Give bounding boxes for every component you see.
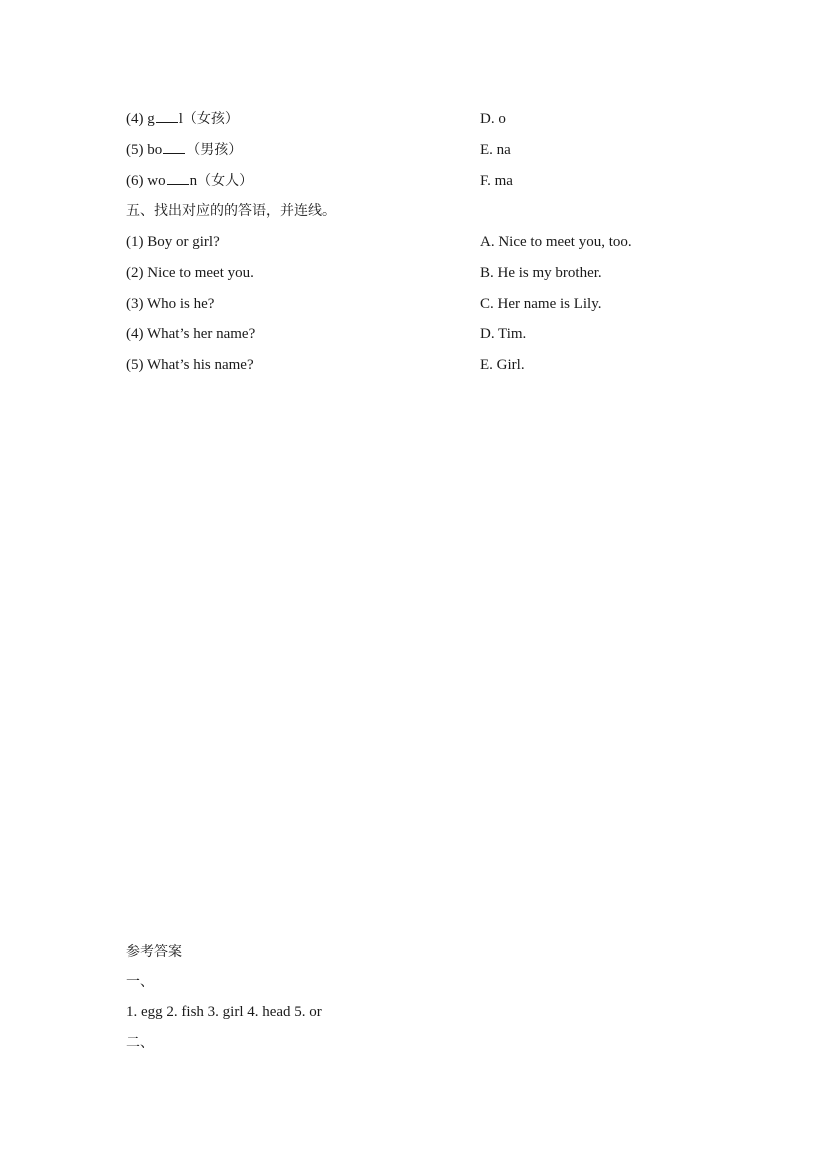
section-5-item-2 [126, 262, 686, 284]
fill-blank[interactable] [167, 170, 189, 185]
question-text: (4) What’s her name? [126, 326, 256, 342]
item-prefix: (5) bo [126, 142, 163, 158]
question-text: (3) Who is he? [126, 296, 215, 312]
section-5-item-5 [126, 354, 686, 376]
question-text: (1) Boy or girl? [126, 234, 220, 250]
answer-text: E. Girl. [480, 357, 525, 373]
match-item-5 [126, 139, 686, 161]
item-suffix: n [189, 173, 198, 189]
answer-text: C. Her name is Lily. [480, 296, 602, 312]
answer-part-1-text: 1. egg 2. fish 3. girl 4. head 5. or [126, 1004, 322, 1020]
match-item-6 [126, 170, 686, 192]
item-gloss: （男孩） [186, 142, 243, 158]
match-option: E. na [480, 142, 511, 158]
question-text: (2) Nice to meet you. [126, 265, 254, 281]
section-5-title: 五、找出对应的的答语，并连线。 [126, 203, 336, 219]
answer-text: B. He is my brother. [480, 265, 602, 281]
fill-blank[interactable] [156, 108, 178, 123]
answer-text: A. Nice to meet you, too. [480, 234, 632, 250]
answer-part-2-label: 二、 [126, 1035, 154, 1051]
answer-part-1-label: 一、 [126, 974, 154, 990]
item-prefix: (4) g [126, 111, 155, 127]
answer-key-title: 参考答案 [126, 944, 182, 960]
section-5-item-1 [126, 231, 686, 253]
item-gloss: （女人） [197, 173, 254, 189]
answer-text: D. Tim. [480, 326, 527, 342]
item-gloss: （女孩） [182, 111, 239, 127]
question-text: (5) What’s his name? [126, 357, 254, 373]
item-prefix: (6) wo [126, 173, 166, 189]
section-5-item-4 [126, 323, 686, 345]
item-suffix: l [178, 111, 183, 127]
fill-blank[interactable] [163, 139, 185, 154]
match-option: F. ma [480, 173, 513, 189]
match-item-4 [126, 108, 686, 130]
section-5-item-3 [126, 293, 686, 315]
match-option: D. o [480, 111, 506, 127]
